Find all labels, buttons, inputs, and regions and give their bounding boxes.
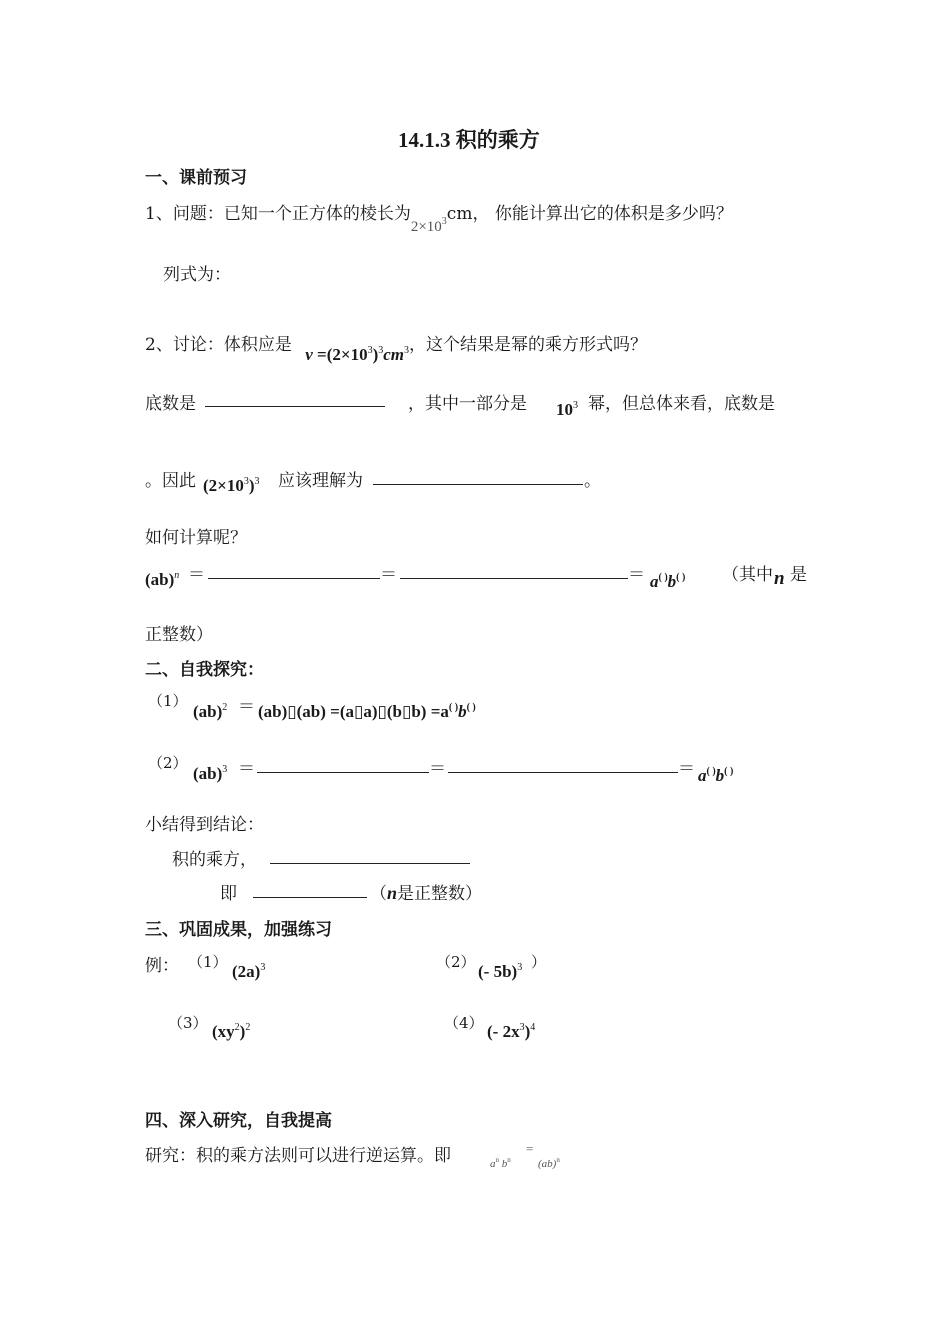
understand-blank[interactable] [373,484,583,485]
how-to-calc: 如何计算呢？ [145,528,247,548]
abn-expression: (ab)$^n$ [145,570,180,589]
so-math: $(2\times 10^3)^3$ [203,476,260,495]
question-1 [145,199,733,235]
explore-1-eq: ＝ [238,697,255,717]
base-end: 幂，但总体来看，底数是 [588,394,775,414]
where-suffix: 是 [790,565,807,585]
so-suffix: 应该理解为 [278,471,363,491]
eq-1: ＝ [188,565,205,585]
problem-4-number: （4） [444,1014,484,1032]
explore-2-eq-1: ＝ [238,759,255,779]
ie-label: 即 [220,884,237,904]
section-4-heading: 四、深入研究，自我提高 [145,1111,332,1131]
explore-2-eq-3: ＝ [678,759,695,779]
research-text: 研究：积的乘方法则可以进行逆运算。即 [145,1146,451,1166]
anbn-result: a( )b( ) [650,572,686,591]
rule-blank[interactable] [270,863,470,864]
so-end: 。 [584,471,601,491]
problem-2-number: （2） [436,953,476,971]
abn-blank-2[interactable] [400,578,628,579]
eq-2: ＝ [380,565,397,585]
base-label: 底数是 [145,394,196,414]
section-3-heading: 三、巩固成果，加强练习 [145,920,332,940]
n-note: （n是正整数） [370,883,483,904]
explore-2-number: （2） [148,754,188,772]
positive-integer: 正整数） [145,625,213,645]
eq-3: ＝ [628,565,645,585]
q1-math: $2\times 10^3$ [410,216,447,235]
q1-suffix: cm， 你能计算出它的体积是多少吗？ [446,204,733,224]
explore-1-number: （1） [148,692,188,710]
example-label: 例： [145,956,179,976]
formula-label: 列式为： [163,265,231,285]
explore-2-lhs: (ab)$^3$ [193,764,228,783]
section-2-heading: 二、自我探究： [145,660,264,680]
inverse-rhs: (ab)$^n$ [538,1156,560,1170]
where-n: n [774,568,785,589]
explore-2-result: a( )b( ) [698,766,734,785]
problem-2: (- 5b)$^3$ [478,962,523,981]
so-prefix: 。因此 [145,471,196,491]
volume-formula: $v =(2\times 10^3)^3cm^3$ [305,345,410,364]
abn-blank-1[interactable] [208,578,380,579]
q1-prefix: 1、问题：已知一个正方体的棱长为 [145,204,411,224]
inverse-eq: = [526,1141,534,1156]
explore-2-blank-1[interactable] [257,772,429,773]
q2-suffix: ，这个结果是幂的乘方形式吗？ [409,335,648,355]
base-blank[interactable] [205,406,385,407]
explore-2-eq-2: ＝ [429,759,446,779]
problem-3-number: （3） [168,1014,208,1032]
where-prefix: （其中 [722,565,773,585]
problem-1: $(2a)^3$ [232,962,266,981]
rule-label: 积的乘方， [172,850,257,870]
problem-1-number: （1） [188,953,228,971]
problem-3: $(xy^2)^2$ [212,1022,251,1041]
base-middle: ，其中一部分是 [408,394,527,414]
inverse-lhs: $a^n$ $b^n$ [490,1156,511,1170]
explore-2-blank-2[interactable] [448,772,678,773]
ten-cubed: $10^3$ [556,400,578,419]
conclusion-label: 小结得到结论： [145,815,264,835]
explore-1-rhs: (ab)▯(ab) =(a▯a)▯(b▯b) =a( )b( ) [258,702,476,721]
problem-2-close: ） [531,953,547,971]
section-1-heading: 一、课前预习 [145,168,247,188]
q2-prefix: 2、讨论：体积应是 [145,335,292,355]
problem-4: (- $2x^3)^4$ [487,1022,536,1041]
explore-1-lhs: (ab)$^2$ [193,702,228,721]
ie-blank[interactable] [253,897,367,898]
question-2 [145,330,648,364]
page-title: 14.1.3 积的乘方 [398,128,540,152]
